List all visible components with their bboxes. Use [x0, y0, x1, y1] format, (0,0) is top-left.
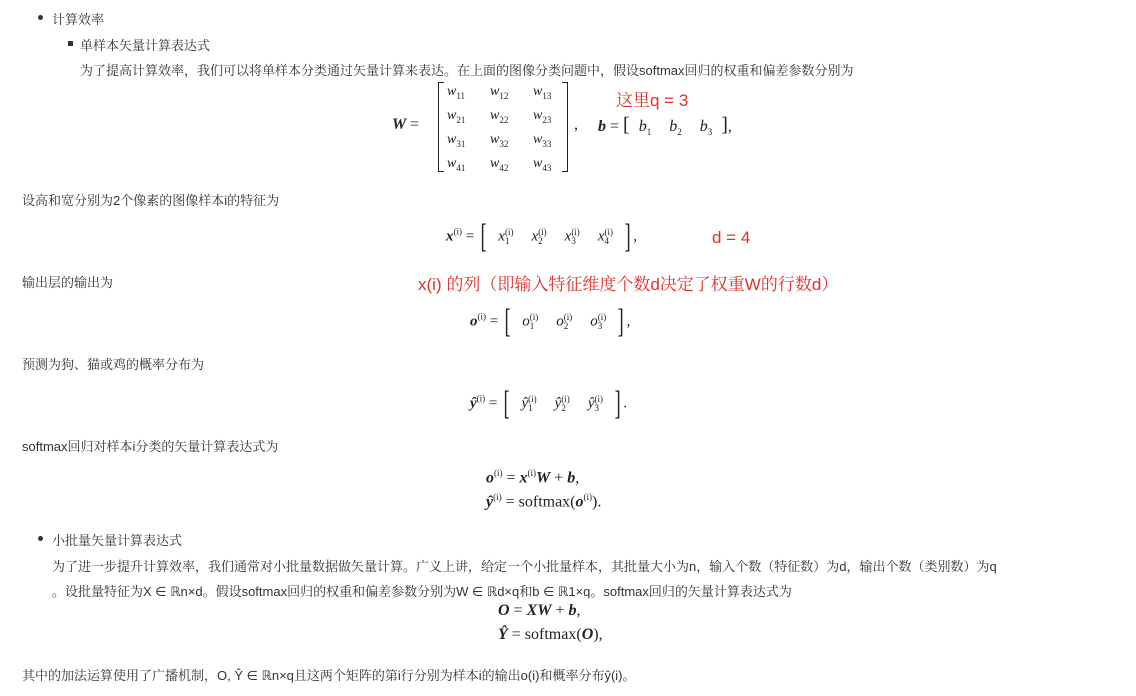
matrix-cell: $w_{43}$	[533, 156, 552, 173]
matrix-cell: $w_{32}$	[490, 132, 509, 149]
b-vector: b = [ $b_1$ $b_2$ $b_3$ ],	[598, 114, 732, 138]
matrix-cell: $w_{13}$	[533, 84, 552, 101]
o-vector-equation: $o^{(i)}$ = [ o(i) 1 o(i) 2 o(i) 3 ] ,	[470, 303, 631, 340]
matrix-left-bracket	[438, 82, 444, 172]
annotation-d: d = 4	[712, 228, 751, 247]
x-vector-equation: $x^{(i)}$ = [ x(i) 1 x(i) 2 x(i) 3 x(i) 4 ] ,	[446, 218, 638, 255]
batch-paragraph-line1: 为了进一步提升计算效率，我们通常对小批量数据做矢量计算。广义上讲，给定一个小批量样本，其批量大小为n，输入个数（特征数）为d，输出个数（类别数）为q	[52, 559, 997, 574]
bullet-icon	[38, 536, 43, 541]
annotation-columns: x(i) 的列（即输入特征维度个数d决定了权重W的行数d）	[418, 275, 839, 294]
matrix-cell: $w_{41}$	[447, 156, 466, 173]
single-equation-line2: $ŷ^{(i)}$ = $softmax(o^{(i)})$.	[486, 492, 602, 511]
batch-equation-line2: Ŷ = softmax(O),	[498, 626, 603, 643]
subsection-title-single: 单样本矢量计算表达式	[80, 38, 211, 53]
single-equation-line1: $o^{(i)} = x^{(i)}W + b$,	[486, 468, 580, 487]
final-paragraph: 其中的加法运算使用了广播机制，O, Ŷ ∈ ℝn×q且这两个矩阵的第i行分别为样本i的输出o(i)和概率分布ŷ(i)。	[22, 668, 636, 683]
annotation-q: 这里q = 3	[616, 91, 689, 110]
probability-paragraph: 预测为狗、猫或鸡的概率分布为	[22, 357, 205, 372]
batch-paragraph-line2: 。设批量特征为X ∈ ℝn×d。假设softmax回归的权重和偏差参数分别为W ∈ ℝd×q和b ∈ ℝ1×q。softmax回归的矢量计算表达式为	[52, 584, 792, 599]
bullet-icon	[38, 15, 43, 20]
output-paragraph: 输出层的输出为	[22, 275, 114, 290]
matrix-cell: $w_{23}$	[533, 108, 552, 125]
matrix-cell: $w_{42}$	[490, 156, 509, 173]
square-bullet-icon	[68, 41, 73, 46]
matrix-cell: $w_{31}$	[447, 132, 466, 149]
matrix-right-bracket	[562, 82, 568, 172]
matrix-cell: $w_{22}$	[490, 108, 509, 125]
matrix-cell: $w_{12}$	[490, 84, 509, 101]
feature-paragraph: 设高和宽分别为2个像素的图像样本i的特征为	[22, 193, 280, 208]
batch-equation-line1: O = XW + b,	[498, 602, 581, 619]
section-heading: 计算效率	[52, 12, 105, 27]
comma: ,	[574, 116, 578, 133]
intro-paragraph: 为了提高计算效率，我们可以将单样本分类通过矢量计算来表达。在上面的图像分类问题中，假设softmax回归的权重和偏差参数分别为	[80, 63, 854, 78]
W-matrix-lhs: W =	[392, 116, 419, 133]
matrix-cell: $w_{21}$	[447, 108, 466, 125]
subsection-title-batch: 小批量矢量计算表达式	[52, 533, 183, 548]
matrix-cell: $w_{11}$	[447, 84, 466, 101]
softmax-paragraph: softmax回归对样本i分类的矢量计算表达式为	[22, 439, 279, 454]
y-hat-vector-equation: $ŷ^{(i)}$ = [ ŷ(i) 1 ŷ(i) 2 ŷ(i) 3 ] .	[470, 385, 628, 422]
matrix-cell: $w_{33}$	[533, 132, 552, 149]
